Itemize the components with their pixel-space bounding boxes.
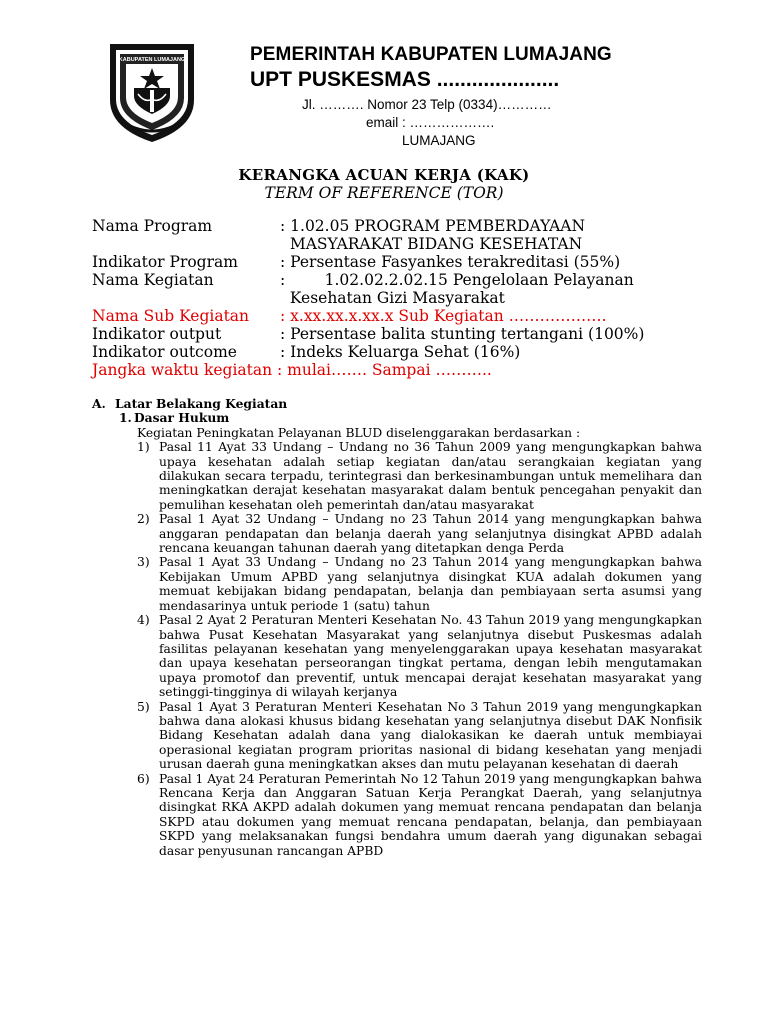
outcome-value: : Indeks Keluarga Sehat (16%): [280, 343, 521, 361]
dasar-hukum-intro: Kegiatan Peningkatan Pelayanan BLUD diselenggarakan berdasarkan :: [137, 425, 581, 440]
list-item: [92, 555, 702, 613]
info-row-sub-kegiatan: [92, 307, 712, 325]
list-item-number: 2): [137, 512, 150, 527]
list-item-number: 1): [137, 440, 150, 455]
list-item-number: 3): [137, 555, 150, 570]
info-row-indikator-program: [92, 253, 712, 271]
emblem-text: KABUPATEN LUMAJANG: [118, 57, 186, 63]
indikator-program-label: Indikator Program: [92, 253, 238, 271]
subsection-title: Dasar Hukum: [134, 410, 230, 426]
list-item-text: Pasal 1 Ayat 24 Peraturan Pemerintah No 12 Tahun 2019 yang mengungkapkan bahwa Rencana Kerja dan Anggaran Satuan Kerja Perangkat Daerah, yang selanjutnya disingkat RKA AKPD adalah dokumen yang memuat rencana pendapatan dan belanja SKPD atau dokumen yang memuat rencana pendapatan, belanja, dan pembiayaan SKPD yang melaksanakan fungsi bendahra umum daerah yang digunakan sebagai dasar penyusunan rancangan APBD: [159, 771, 702, 858]
list-item-text: Pasal 1 Ayat 3 Peraturan Menteri Kesehatan No 3 Tahun 2019 yang mengungkapkan bahwa dana alokasi khusus bidang kesehatan yang selanjutnya disebut DAK Nonfisik Bidang Kesehatan adalah dana yang dialokasikan ke daerah untuk membiayai operasional kegiatan program prioritas nasional di bidang kesehatan yang menjadi urusan daerah guna meningkatkan akses dan mutu pelayanan kesehatan di daerah: [159, 699, 702, 772]
list-item-text: Pasal 2 Ayat 2 Peraturan Menteri Kesehatan No. 43 Tahun 2019 yang mengungkapkan bahwa Pusat Kesehatan Masyarakat yang selanjutnya disebut Puskesmas adalah fasilitas pelayanan kesehatan yang menyelenggarakan upaya kesehatan masyarakat dan upaya kesehatan perseorangan tingkat pertama, dengan lebih mengutamakan upaya promotof dan preventif, untuk mencapai derajat kesehatan masyarakat yang setinggi-tingginya di wilayah kerjanya: [159, 613, 702, 700]
subsection-dasar-hukum-heading: [92, 411, 702, 425]
letterhead-city: LUMAJANG: [402, 133, 476, 148]
list-item-number: 4): [137, 613, 150, 628]
list-item: [92, 440, 702, 512]
list-item: [92, 772, 702, 858]
list-item: [92, 700, 702, 772]
indikator-program-value: : Persentase Fasyankes terakreditasi (55%): [280, 253, 621, 271]
section-a-title: Latar Belakang Kegiatan: [115, 396, 288, 411]
letterhead-email: email : ……………….: [366, 115, 495, 130]
info-row-output: [92, 325, 712, 343]
program-value: : 1.02.05 PROGRAM PEMBERDAYAAN MASYARAKAT BIDANG KESEHATAN: [280, 217, 586, 253]
list-item-number: 5): [137, 699, 150, 714]
list-item: [92, 512, 702, 555]
list-item-text: Pasal 1 Ayat 32 Undang – Undang no 23 Tahun 2014 yang mengungkapkan bahwa anggaran pendapatan dan belanja daerah yang selanjutnya disingkat APBD adalah rencana keuangan tahunan daerah yang ditetapkan denga Perda: [159, 512, 702, 556]
info-row-kegiatan: [92, 271, 712, 307]
section-latar-belakang: [92, 397, 702, 858]
list-item: [92, 613, 702, 699]
jangka-waktu-text: Jangka waktu kegiatan : mulai……. Sampai ………..: [92, 361, 492, 379]
list-item-text: Pasal 11 Ayat 33 Undang – Undang no 36 Tahun 2009 yang mengungkapkan bahwa upaya kesehatan adalah setiap kegiatan dan/atau serangkaian kegiatan yang dilakukan secara terpadu, terintegrasi dan berkesinambungan untuk memelihara dan meningkatkan derajat kesehatan masyarakat dalam bentuk pencegahan penyakit dan pemulihan kesehatan oleh pemerintah dan/atau masyarakat: [159, 440, 702, 512]
section-a-letter: A.: [92, 396, 106, 411]
program-label: Nama Program: [92, 217, 213, 235]
info-row-outcome: [92, 343, 712, 361]
outcome-label: Indikator outcome: [92, 343, 237, 361]
dasar-hukum-list: [92, 440, 702, 858]
section-a-heading: [92, 397, 702, 411]
document-title: KERANGKA ACUAN KERJA (KAK): [238, 166, 530, 184]
list-item-number: 6): [137, 771, 150, 786]
subsection-number: 1.: [119, 410, 132, 426]
lumajang-regency-emblem-icon: [104, 40, 200, 144]
sub-kegiatan-label: Nama Sub Kegiatan: [92, 307, 250, 325]
letterhead-address: Jl. ………. Nomor 23 Telp (0334)…………: [302, 97, 552, 112]
program-info-block: [92, 217, 712, 379]
document-subtitle: TERM OF REFERENCE (TOR): [264, 184, 504, 202]
output-label: Indikator output: [92, 325, 222, 343]
letterhead-government-name: PEMERINTAH KABUPATEN LUMAJANG: [250, 44, 612, 65]
info-row-jangka-waktu: [92, 361, 712, 379]
output-value: : Persentase balita stunting tertangani (100%): [280, 325, 645, 343]
kegiatan-label: Nama Kegiatan: [92, 271, 214, 289]
kegiatan-value: : 1.02.02.2.02.15 Pengelolaan Pelayanan Kesehatan Gizi Masyarakat: [280, 271, 634, 307]
sub-kegiatan-value: : x.xx.xx.x.xx.x Sub Kegiatan ……………….: [280, 307, 607, 325]
info-row-program: [92, 217, 712, 253]
letterhead-puskesmas-name: UPT PUSKESMAS .....................: [250, 68, 560, 91]
list-item-text: Pasal 1 Ayat 33 Undang – Undang no 23 Tahun 2014 yang mengungkapkan bahwa Kebijakan Umum APBD yang selanjutnya disingkat KUA adalah dokumen yang memuat kebijakan bidang pendapatan, belanja dan pembiayaan serta asumsi yang mendasarinya untuk periode 1 (satu) tahun: [159, 555, 702, 613]
